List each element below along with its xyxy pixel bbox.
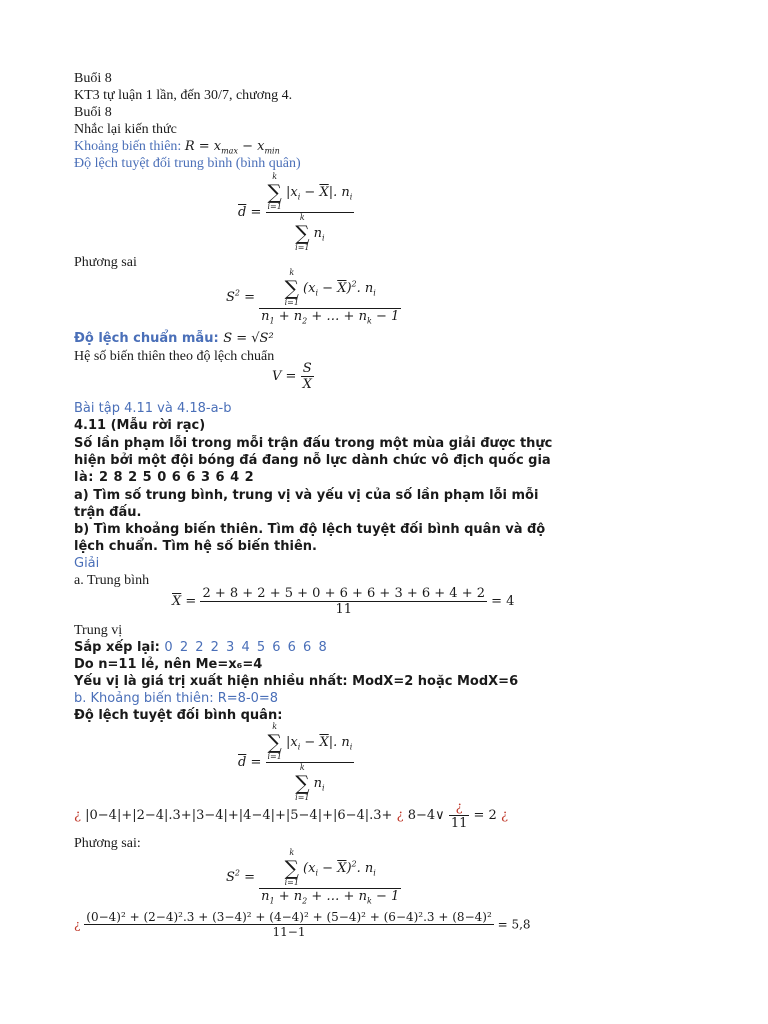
sorted-values: 0 2 2 2 3 4 5 6 6 6 8	[164, 640, 329, 655]
text-line: Nhắc lại kiến thức	[74, 122, 177, 137]
text-line: Buổi 8	[74, 71, 112, 86]
text-line: Phương sai	[74, 255, 137, 270]
text-line: a. Trung bình	[74, 573, 150, 588]
exercise-link[interactable]: Bài tập 4.11 và 4.18-a-b	[74, 401, 232, 416]
text-line: Yếu vị là giá trị xuất hiện nhiều nhất: ModX=2 hoặc ModX=6	[74, 674, 519, 689]
range-label: Khoảng biến thiên:	[74, 139, 182, 154]
text-line: Số lần phạm lỗi trong mỗi trận đấu trong một mùa giải được thực	[74, 436, 553, 451]
range-formula: $R = x_{max} - x_{min}$	[184, 139, 280, 156]
mad-formula: $\overline{d}$ = k ∑ i=1 $|x_i - \overline{X}|$. $n_i$ k ∑ i=1 $n_i$	[238, 172, 353, 252]
text-line: b. Khoảng biến thiên: R=8-0=8	[74, 691, 279, 706]
text-line: Phương sai:	[74, 836, 141, 851]
variance-formula-2: $S^2$ = k ∑ i=1 $(x_i - \overline{X})^2$. $n_i$ $n_1 + n_2$ + … + $n_k - 1$	[226, 848, 400, 906]
text-line: hiện bởi một đội bóng đá đang nỗ lực dành chức vô địch quốc gia	[74, 453, 551, 468]
cv-formula: V = $\frac{S}{X}$	[272, 361, 312, 392]
std-label: Độ lệch chuẩn mẫu:	[74, 331, 219, 346]
text-line: lệch chuẩn. Tìm hệ số biến thiên.	[74, 539, 317, 554]
mad-calculation: ¿ |0−4|+|2−4|.3+|3−4|+|4−4|+|5−4|+|6−4|.3+ ¿ 8−4∨ $\frac{¿}{11}$ = 2 ¿	[74, 800, 508, 831]
sorted-label: Sắp xếp lại:	[74, 640, 160, 655]
text-line: trận đấu.	[74, 505, 142, 520]
mean-formula: $\overline{X}$ = $\frac{2 + 8 + 2 + 5 + 0 + 6 + 6 + 3 + 6 + 4 + 2}{11}$ = 4	[172, 586, 515, 617]
text-line: Giải	[74, 556, 100, 571]
text-line: là: 2 8 2 5 0 6 6 3 6 4 2	[74, 470, 255, 485]
mad-formula-2: $\overline{d}$ = k ∑ i=1 $|x_i - \overline{X}|$. $n_i$ k ∑ i=1 $n_i$	[238, 722, 353, 802]
text-line: a) Tìm số trung bình, trung vị và yếu vị của số lần phạm lỗi mỗi	[74, 488, 539, 503]
mad-heading: Độ lệch tuyệt đối trung bình (bình quân)	[74, 156, 301, 171]
sorted-line	[74, 639, 328, 656]
text-line: Buổi 8	[74, 105, 112, 120]
text-line: 4.11 (Mẫu rời rạc)	[74, 418, 206, 433]
text-line: Do n=11 lẻ, nên Me=x₆=4	[74, 657, 263, 672]
std-heading	[74, 330, 274, 347]
variance-calculation: ¿ (0−4)² + (2−4)².3 + (3−4)² + (4−4)² + (5−4)² + (6−4)².3 + (8−4)² 11−1 = 5,8	[74, 910, 531, 939]
std-formula: S = √S²	[223, 331, 274, 346]
text-line: Trung vị	[74, 623, 123, 638]
text-line: Độ lệch tuyệt đối bình quân:	[74, 708, 283, 723]
text-line: Hệ số biến thiên theo độ lệch chuẩn	[74, 349, 275, 364]
variance-formula: $S^2$ = k ∑ i=1 $(x_i - \overline{X})^2$. $n_i$ $n_1 + n_2$ + … + $n_k - 1$	[226, 268, 400, 326]
text-line: KT3 tự luận 1 lần, đến 30/7, chương 4.	[74, 88, 293, 103]
text-line: b) Tìm khoảng biến thiên. Tìm độ lệch tuyệt đối bình quân và độ	[74, 522, 546, 537]
